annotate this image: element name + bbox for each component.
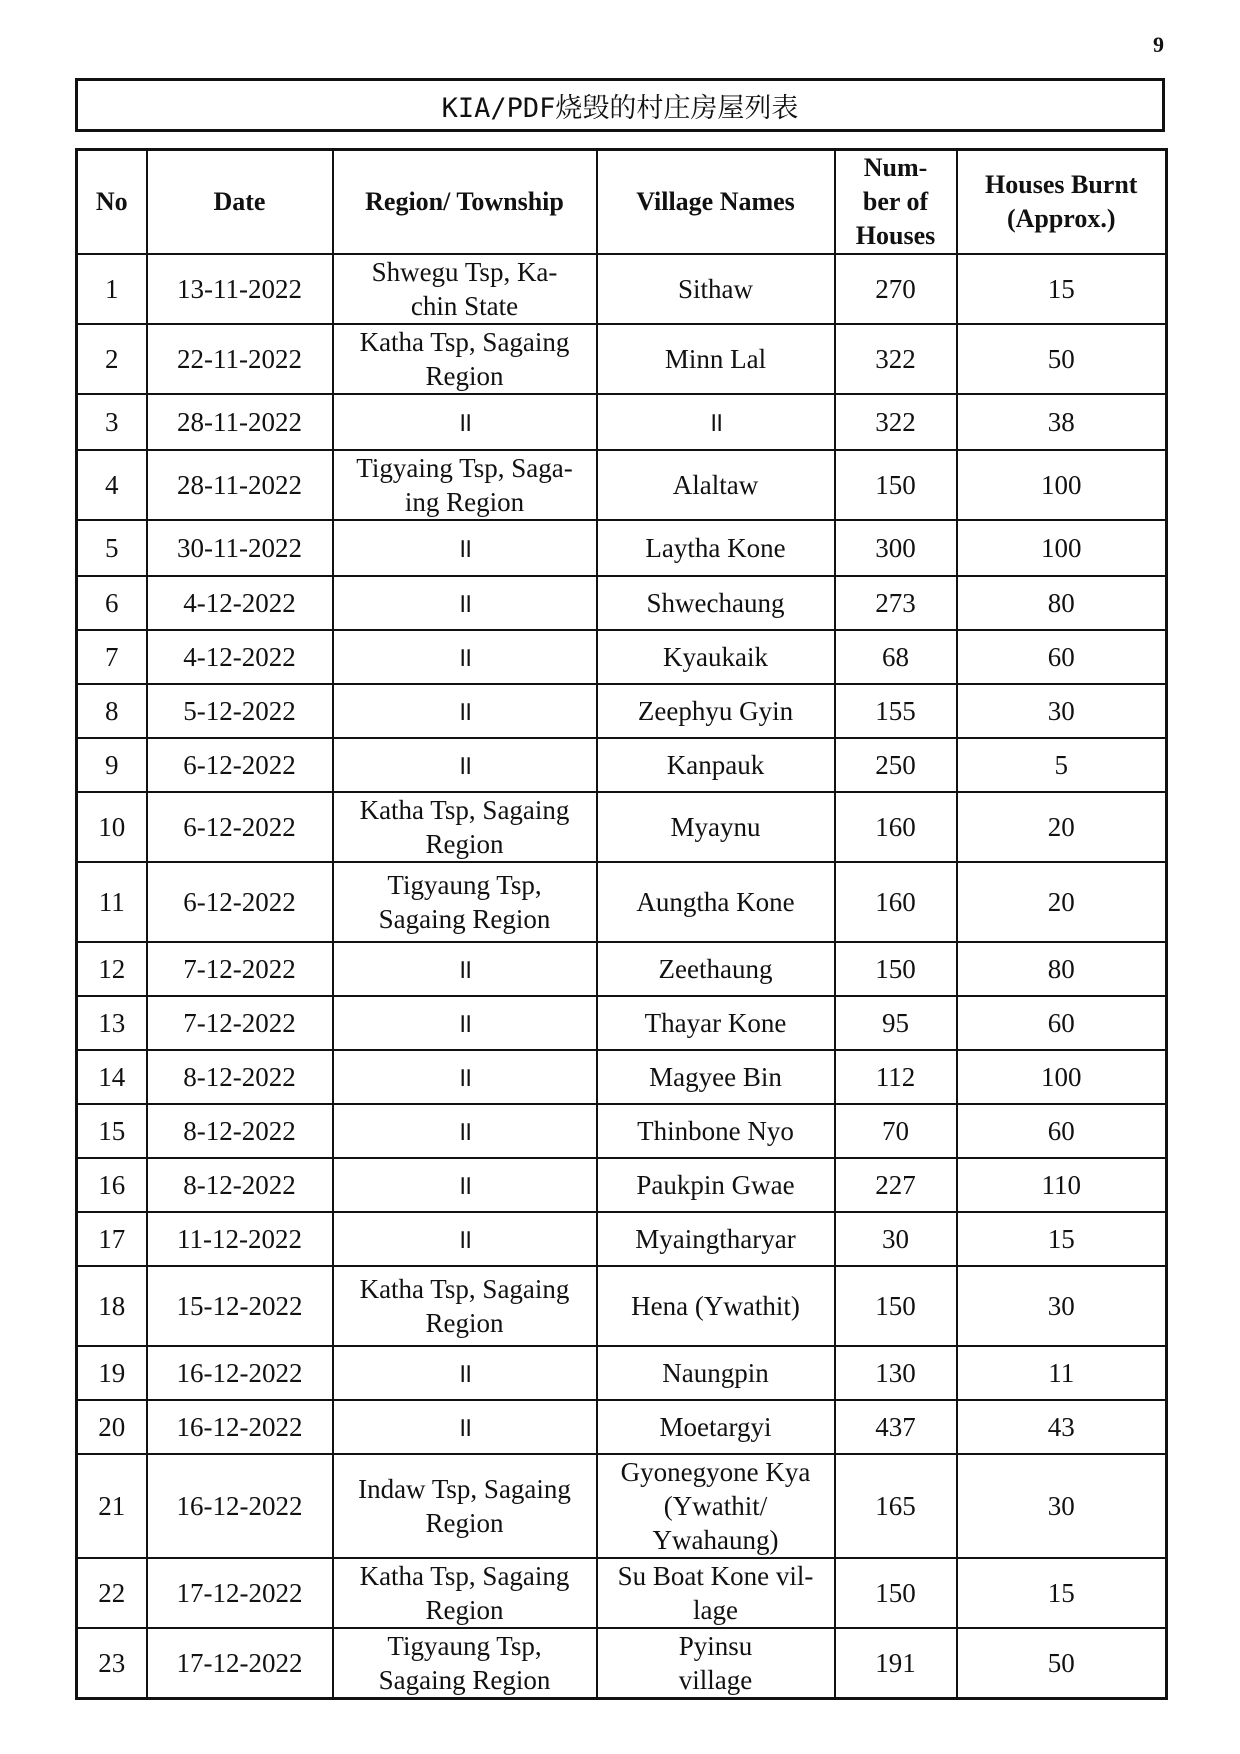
cell-region-township-line: ॥ [456,1116,473,1146]
cell-village-name-line: Pyinsu [678,1631,753,1661]
cell-no: 7 [77,630,147,684]
cell-village-name-line: Thinbone Nyo [637,1116,794,1146]
cell-region-township [333,1628,597,1699]
cell-number-of-houses: 68 [835,630,957,684]
cell-houses-burnt: 80 [957,576,1167,630]
cell-village-name [597,1400,835,1454]
cell-region-township-line: Katha Tsp, Sagaing [359,1561,570,1591]
cell-region-township [333,630,597,684]
cell-region-township-line: ing Region [404,487,525,517]
table-row [77,450,1167,520]
cell-date: 6-12-2022 [147,792,333,862]
cell-region-township-line: ॥ [456,533,473,563]
cell-no: 20 [77,1400,147,1454]
cell-region-township-line: ॥ [456,1358,473,1388]
cell-houses-burnt: 43 [957,1400,1167,1454]
cell-number-of-houses: 250 [835,738,957,792]
cell-region-township [333,1346,597,1400]
cell-date: 11-12-2022 [147,1212,333,1266]
table-row [77,996,1167,1050]
cell-village-name-line: Gyonegyone Kya [620,1457,811,1487]
cell-region-township [333,942,597,996]
cell-village-name [597,1158,835,1212]
table-row [77,1400,1167,1454]
cell-village-name [597,576,835,630]
table-body [77,254,1167,1699]
cell-region-township [333,996,597,1050]
cell-village-name [597,1266,835,1346]
cell-houses-burnt: 110 [957,1158,1167,1212]
cell-region-township-line: Region [425,1308,504,1338]
cell-village-name-line: Minn Lal [664,344,767,374]
table-row [77,862,1167,942]
header-region-township: Region/ Township [333,150,597,255]
cell-village-name [597,520,835,576]
cell-region-township-line: Region [425,829,504,859]
cell-village-name [597,1050,835,1104]
cell-region-township-line: ॥ [456,1224,473,1254]
cell-region-township-line: ॥ [456,1062,473,1092]
cell-region-township-line: ॥ [456,954,473,984]
header-number-of-houses-line: Num- [863,153,928,182]
cell-village-name [597,996,835,1050]
table-row [77,1050,1167,1104]
cell-region-township-line: Katha Tsp, Sagaing [359,795,570,825]
cell-number-of-houses: 322 [835,394,957,450]
cell-houses-burnt: 30 [957,1266,1167,1346]
header-date: Date [147,150,333,255]
cell-region-township-line: Tigyaing Tsp, Saga- [356,453,573,483]
cell-date: 8-12-2022 [147,1050,333,1104]
table-row [77,1266,1167,1346]
cell-region-township [333,1104,597,1158]
cell-date: 16-12-2022 [147,1400,333,1454]
table-row [77,1212,1167,1266]
cell-no: 10 [77,792,147,862]
cell-region-township-line: Region [425,361,504,391]
cell-date: 17-12-2022 [147,1628,333,1699]
cell-region-township-line: Sagaing Region [378,904,551,934]
cell-region-township-line: Katha Tsp, Sagaing [359,1274,570,1304]
cell-date: 4-12-2022 [147,576,333,630]
cell-village-name [597,684,835,738]
cell-number-of-houses: 150 [835,1266,957,1346]
cell-houses-burnt: 100 [957,1050,1167,1104]
cell-village-name-line: (Ywathit/ [663,1491,768,1521]
cell-no: 14 [77,1050,147,1104]
cell-date: 22-11-2022 [147,324,333,394]
table-row [77,738,1167,792]
cell-village-name-line: lage [693,1595,738,1625]
cell-no: 8 [77,684,147,738]
cell-village-name [597,942,835,996]
cell-region-township-line: ॥ [456,642,473,672]
cell-region-township-line: Tigyaung Tsp, [387,1631,542,1661]
cell-village-name [597,1104,835,1158]
cell-no: 5 [77,520,147,576]
cell-no: 9 [77,738,147,792]
cell-village-name-line: Myaynu [670,812,761,842]
cell-village-name-line: Paukpin Gwae [636,1170,795,1200]
cell-region-township [333,1558,597,1628]
cell-region-township [333,862,597,942]
cell-village-name [597,738,835,792]
burnt-villages-table [75,148,1168,1700]
cell-date: 17-12-2022 [147,1558,333,1628]
cell-village-name-line: Kyaukaik [663,642,768,672]
cell-region-township-line: Katha Tsp, Sagaing [359,327,570,357]
table-row [77,254,1167,324]
table-row [77,630,1167,684]
cell-region-township [333,738,597,792]
cell-region-township [333,520,597,576]
cell-village-name-line: Shwechaung [646,588,785,618]
table-row [77,1558,1167,1628]
cell-region-township [333,1266,597,1346]
header-houses-burnt-line: Houses Burnt [985,170,1138,199]
cell-date: 28-11-2022 [147,394,333,450]
header-no: No [77,150,147,255]
cell-no: 16 [77,1158,147,1212]
cell-region-township-line: Indaw Tsp, Sagaing [358,1474,571,1504]
table-row [77,1346,1167,1400]
cell-date: 4-12-2022 [147,630,333,684]
cell-number-of-houses: 300 [835,520,957,576]
cell-number-of-houses: 112 [835,1050,957,1104]
cell-region-township-line: ॥ [456,750,473,780]
header-number-of-houses [835,150,957,255]
cell-village-name [597,394,835,450]
cell-houses-burnt: 60 [957,996,1167,1050]
header-houses-burnt [957,150,1167,255]
cell-houses-burnt: 60 [957,630,1167,684]
cell-region-township-line: ॥ [456,1412,473,1442]
cell-village-name-line: village [678,1665,753,1695]
cell-date: 8-12-2022 [147,1104,333,1158]
cell-no: 6 [77,576,147,630]
cell-date: 7-12-2022 [147,942,333,996]
cell-no: 12 [77,942,147,996]
table-row [77,1104,1167,1158]
cell-region-township [333,1050,597,1104]
cell-region-township-line: chin State [410,291,519,321]
cell-no: 18 [77,1266,147,1346]
cell-village-name [597,630,835,684]
cell-houses-burnt: 15 [957,254,1167,324]
cell-number-of-houses: 70 [835,1104,957,1158]
page-number: 9 [1153,32,1164,57]
cell-region-township-line: ॥ [456,407,473,437]
cell-number-of-houses: 30 [835,1212,957,1266]
cell-village-name-line: Sithaw [677,274,753,304]
cell-village-name-line: Zeethaung [658,954,773,984]
cell-houses-burnt: 20 [957,862,1167,942]
cell-number-of-houses: 191 [835,1628,957,1699]
table-row [77,520,1167,576]
cell-number-of-houses: 160 [835,862,957,942]
cell-region-township-line: Tigyaung Tsp, [387,870,542,900]
cell-region-township-line: ॥ [456,588,473,618]
table-title: KIA/PDF烧毁的村庄房屋列表 [75,78,1165,132]
cell-date: 7-12-2022 [147,996,333,1050]
cell-village-name [597,324,835,394]
cell-number-of-houses: 95 [835,996,957,1050]
cell-village-name-line: Alaltaw [672,470,759,500]
cell-village-name-line: Magyee Bin [649,1062,782,1092]
cell-number-of-houses: 155 [835,684,957,738]
cell-houses-burnt: 38 [957,394,1167,450]
cell-houses-burnt: 100 [957,450,1167,520]
cell-village-name [597,1212,835,1266]
cell-village-name-line: Moetargyi [659,1412,772,1442]
cell-village-name-line: Laytha Kone [645,533,786,563]
cell-region-township [333,792,597,862]
cell-no: 23 [77,1628,147,1699]
cell-village-name [597,1558,835,1628]
cell-village-name-line: Kanpauk [666,750,765,780]
cell-village-name [597,792,835,862]
cell-no: 13 [77,996,147,1050]
cell-village-name-line: Myaingtharyar [635,1224,796,1254]
cell-region-township-line: ॥ [456,1008,473,1038]
cell-region-township [333,1454,597,1558]
cell-region-township [333,684,597,738]
cell-village-name [597,254,835,324]
cell-no: 4 [77,450,147,520]
header-number-of-houses-line: Houses [855,221,936,250]
cell-region-township-line: Sagaing Region [378,1665,551,1695]
cell-no: 22 [77,1558,147,1628]
table-row [77,1454,1167,1558]
table-row [77,1628,1167,1699]
cell-houses-burnt: 60 [957,1104,1167,1158]
cell-houses-burnt: 15 [957,1212,1167,1266]
header-village-names: Village Names [597,150,835,255]
cell-region-township [333,576,597,630]
cell-date: 16-12-2022 [147,1346,333,1400]
cell-region-township [333,450,597,520]
cell-village-name-line: Thayar Kone [644,1008,787,1038]
cell-number-of-houses: 165 [835,1454,957,1558]
cell-houses-burnt: 30 [957,1454,1167,1558]
cell-region-township [333,394,597,450]
cell-number-of-houses: 150 [835,1558,957,1628]
cell-region-township [333,1212,597,1266]
cell-region-township [333,254,597,324]
table-header-row [77,150,1167,255]
cell-houses-burnt: 50 [957,324,1167,394]
cell-region-township-line: ॥ [456,696,473,726]
cell-number-of-houses: 130 [835,1346,957,1400]
cell-village-name-line: Hena (Ywathit) [631,1291,800,1321]
cell-no: 2 [77,324,147,394]
cell-no: 11 [77,862,147,942]
cell-no: 17 [77,1212,147,1266]
table-row [77,324,1167,394]
cell-region-township [333,1400,597,1454]
cell-village-name-line: Su Boat Kone vil- [617,1561,814,1591]
cell-village-name-line: ॥ [707,407,724,437]
cell-number-of-houses: 437 [835,1400,957,1454]
cell-region-township-line: ॥ [456,1170,473,1200]
cell-houses-burnt: 100 [957,520,1167,576]
cell-village-name [597,1628,835,1699]
cell-village-name [597,862,835,942]
table-row [77,684,1167,738]
cell-number-of-houses: 273 [835,576,957,630]
cell-village-name-line: Zeephyu Gyin [637,696,794,726]
cell-no: 1 [77,254,147,324]
cell-no: 19 [77,1346,147,1400]
cell-houses-burnt: 30 [957,684,1167,738]
cell-houses-burnt: 5 [957,738,1167,792]
cell-region-township [333,324,597,394]
cell-houses-burnt: 80 [957,942,1167,996]
cell-village-name-line: Naungpin [662,1358,769,1388]
cell-region-township-line: Shwegu Tsp, Ka- [371,257,558,287]
cell-no: 21 [77,1454,147,1558]
cell-region-township [333,1158,597,1212]
cell-houses-burnt: 11 [957,1346,1167,1400]
cell-date: 13-11-2022 [147,254,333,324]
cell-date: 28-11-2022 [147,450,333,520]
table-row [77,942,1167,996]
cell-village-name-line: Aungtha Kone [636,887,795,917]
cell-village-name [597,1454,835,1558]
cell-village-name [597,450,835,520]
cell-number-of-houses: 150 [835,942,957,996]
cell-region-township-line: Region [425,1508,504,1538]
cell-date: 8-12-2022 [147,1158,333,1212]
cell-no: 15 [77,1104,147,1158]
cell-date: 5-12-2022 [147,684,333,738]
cell-village-name [597,1346,835,1400]
cell-no: 3 [77,394,147,450]
cell-date: 6-12-2022 [147,862,333,942]
cell-number-of-houses: 270 [835,254,957,324]
cell-number-of-houses: 150 [835,450,957,520]
cell-date: 30-11-2022 [147,520,333,576]
cell-date: 15-12-2022 [147,1266,333,1346]
cell-number-of-houses: 227 [835,1158,957,1212]
cell-region-township-line: Region [425,1595,504,1625]
table-row [77,576,1167,630]
header-number-of-houses-line: ber of [862,187,929,216]
table-row [77,792,1167,862]
table-row [77,1158,1167,1212]
cell-houses-burnt: 50 [957,1628,1167,1699]
cell-village-name-line: Ywahaung) [652,1525,779,1555]
cell-houses-burnt: 15 [957,1558,1167,1628]
cell-number-of-houses: 322 [835,324,957,394]
cell-date: 6-12-2022 [147,738,333,792]
cell-houses-burnt: 20 [957,792,1167,862]
cell-number-of-houses: 160 [835,792,957,862]
header-houses-burnt-line: (Approx.) [1006,204,1116,233]
table-row [77,394,1167,450]
cell-date: 16-12-2022 [147,1454,333,1558]
